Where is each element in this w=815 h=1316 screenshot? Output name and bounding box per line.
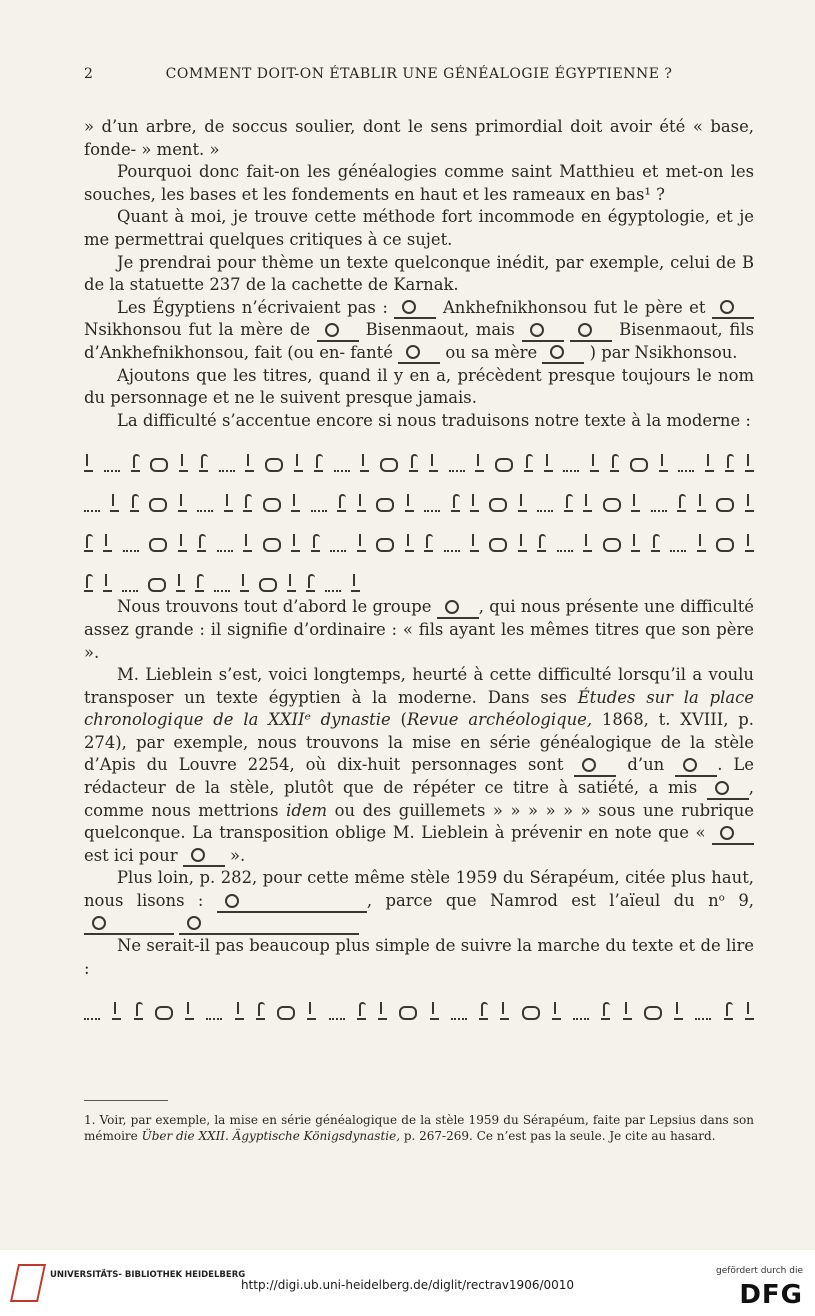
hieroglyph-icon — [263, 498, 281, 512]
hieroglyph-icon — [651, 502, 667, 512]
hieroglyph-icon — [376, 538, 394, 552]
hieroglyph-icon — [294, 452, 303, 472]
hieroglyph-icon — [214, 582, 230, 592]
hieroglyph-group-icon — [183, 845, 225, 867]
hieroglyph-icon — [155, 1006, 173, 1020]
hieroglyph-icon — [380, 458, 398, 472]
italic-title: Revue archéologique, — [406, 710, 593, 730]
hieroglyphic-text-block — [84, 436, 754, 592]
hieroglyph-icon — [409, 452, 418, 472]
hieroglyph-group-icon — [84, 913, 174, 935]
hieroglyph-icon — [325, 582, 341, 592]
paragraph: Ajoutons que les titres, quand il y en a, précèdent presque toujours le nom du personnage et ne le suivent presque jamais. — [84, 365, 754, 408]
text-run: 1868, t. XVIII, p. 274), par exemple, nous trouvons la mise en série généalogique de la stèle d’Apis du Louvre 2254, où dix-huit personnages sont — [84, 710, 754, 775]
hieroglyph-icon — [651, 532, 660, 552]
hieroglyph-icon — [495, 458, 513, 472]
hieroglyph-icon — [678, 462, 694, 472]
hieroglyph-icon — [314, 452, 323, 472]
hieroglyph-icon — [84, 1010, 100, 1020]
hieroglyph-icon — [357, 492, 366, 512]
hieroglyph-icon — [256, 1000, 265, 1020]
text-run: ( — [400, 710, 407, 730]
hieroglyph-icon — [563, 462, 579, 472]
dfg-logo: DFG — [739, 1280, 803, 1310]
text-run: . Le rédacteur de la stèle, plutôt que de répéter ce titre à satiété, a mis — [84, 755, 754, 798]
hieroglyph-icon — [537, 502, 553, 512]
hieroglyph-group-icon — [217, 891, 367, 913]
italic-title: Études sur la place chronologique de la XXIIᵉ dynastie — [84, 687, 754, 730]
hieroglyph-icon — [176, 572, 185, 592]
text-run: ou des guillemets » » » » » » sous une rubrique quelconque. La transposition oblige M. Lieblein à prévenir en note que « — [84, 800, 755, 843]
paragraph — [84, 664, 754, 867]
hieroglyph-group-icon — [570, 320, 612, 342]
hieroglyph-icon — [716, 538, 734, 552]
hieroglyph-group-icon — [522, 320, 564, 342]
hieroglyph-icon — [311, 502, 327, 512]
hieroglyph-icon — [197, 532, 206, 552]
hieroglyph-icon — [337, 492, 346, 512]
hieroglyph-icon — [306, 572, 315, 592]
hieroglyph-icon — [123, 542, 139, 552]
hieroglyph-icon — [659, 452, 668, 472]
hieroglyph-line — [84, 984, 754, 1020]
hieroglyph-icon — [235, 1000, 244, 1020]
hieroglyph-icon — [84, 572, 93, 592]
hieroglyph-icon — [610, 452, 619, 472]
hieroglyph-icon — [518, 492, 527, 512]
source-link[interactable]: http://digi.ub.uni-heidelberg.de/diglit/rectrav1906/0010 — [240, 1278, 575, 1292]
hieroglyph-icon — [537, 532, 546, 552]
hieroglyph-icon — [148, 578, 166, 592]
hieroglyph-icon — [725, 452, 734, 472]
hieroglyph-icon — [110, 492, 119, 512]
footnote — [84, 1112, 754, 1144]
hieroglyph-icon — [399, 1006, 417, 1020]
footnote-text: p. 267-269. Ce n’est pas la seule. Je cite au hasard. — [403, 1129, 716, 1143]
paragraph — [84, 297, 754, 365]
hieroglyph-icon — [199, 452, 208, 472]
hieroglyph-icon — [601, 1000, 610, 1020]
hieroglyph-icon — [265, 458, 283, 472]
hieroglyph-icon — [705, 452, 714, 472]
paragraph: Quant à moi, je trouve cette méthode fort incommode en égyptologie, et je me permettrai quelques critiques à ce sujet. — [84, 207, 754, 249]
hieroglyph-icon — [405, 532, 414, 552]
running-title: COMMENT DOIT-ON ÉTABLIR UNE GÉNÉALOGIE ÉGYPTIENNE ? — [165, 66, 673, 82]
footnote-text: 1. Voir, par exemple, la mise en série généalogique de la stèle 1959 du Sérapéum, faite par Lepsius dans son mémoire — [84, 1113, 754, 1143]
hieroglyph-icon — [378, 1000, 387, 1020]
hieroglyph-group-icon — [394, 297, 436, 319]
hieroglyph-icon — [112, 1000, 121, 1020]
hieroglyph-icon — [103, 532, 112, 552]
hieroglyph-icon — [697, 532, 706, 552]
hieroglyph-group-icon — [398, 342, 440, 364]
paragraph: Je prendrai pour thème un texte quelconque inédit, par exemple, celui de B de la statuette 237 de la cachette de Karnak. — [84, 252, 754, 295]
paragraph: Ne serait-il pas beaucoup plus simple de suivre la marche du texte et de lire : — [84, 936, 754, 978]
hieroglyph-icon — [178, 532, 187, 552]
funding-label: gefördert durch die — [716, 1266, 803, 1276]
hieroglyph-icon — [243, 532, 252, 552]
hieroglyph-icon — [677, 492, 686, 512]
paragraph — [84, 867, 754, 935]
hieroglyph-icon — [524, 452, 533, 472]
hieroglyph-icon — [224, 492, 233, 512]
text-run: Les Égyptiens n’écrivaient pas : — [117, 297, 388, 317]
hieroglyph-icon — [603, 498, 621, 512]
hieroglyph-icon — [291, 532, 300, 552]
hieroglyph-icon — [716, 498, 734, 512]
text-run: fanté — [350, 342, 393, 362]
hieroglyph-icon — [449, 462, 465, 472]
hieroglyph-icon — [245, 452, 254, 472]
hieroglyph-icon — [104, 462, 120, 472]
hieroglyph-group-icon — [437, 597, 479, 619]
italic-word: idem — [286, 800, 328, 820]
hieroglyph-icon — [195, 572, 204, 592]
hieroglyph-icon — [122, 582, 138, 592]
hieroglyph-icon — [291, 492, 300, 512]
hieroglyph-icon — [84, 452, 93, 472]
text-run: ou sa mère — [445, 342, 538, 362]
text-run: Bisenmaout, mais — [365, 320, 515, 340]
hieroglyph-group-icon — [574, 755, 616, 777]
paragraph: » d’un arbre, de soccus soulier, dont le sens primordial doit avoir été « base, fonde- » ment. » — [84, 117, 754, 159]
hieroglyph-icon — [644, 1006, 662, 1020]
hieroglyph-icon — [451, 1010, 467, 1020]
hieroglyph-icon — [552, 1000, 561, 1020]
hieroglyph-icon — [430, 1000, 439, 1020]
hieroglyph-icon — [84, 502, 100, 512]
hieroglyph-icon — [475, 452, 484, 472]
hieroglyph-icon — [583, 532, 592, 552]
hieroglyph-icon — [429, 452, 438, 472]
hieroglyph-icon — [670, 542, 686, 552]
hieroglyph-icon — [150, 458, 168, 472]
footnote-italic: Über die XXII. Ägyptische Königsdynastie, — [141, 1129, 401, 1143]
hieroglyph-icon — [564, 492, 573, 512]
text-run: Nsikhonsou fut la mère de — [84, 320, 311, 340]
hieroglyph-icon — [603, 538, 621, 552]
hieroglyph-icon — [149, 498, 167, 512]
hieroglyph-icon — [745, 452, 754, 472]
text-run: ». — [229, 845, 246, 865]
hieroglyph-icon — [351, 572, 360, 592]
hieroglyph-icon — [131, 452, 140, 472]
hieroglyph-icon — [674, 1000, 683, 1020]
hieroglyph-icon — [590, 452, 599, 472]
hieroglyph-icon — [329, 1010, 345, 1020]
text-run: est ici pour — [84, 845, 178, 865]
hieroglyph-line — [84, 516, 754, 552]
hieroglyph-group-icon — [542, 342, 584, 364]
hieroglyph-icon — [178, 492, 187, 512]
hieroglyph-icon — [185, 1000, 194, 1020]
hieroglyph-line — [84, 556, 754, 592]
hieroglyph-icon — [287, 572, 296, 592]
hieroglyph-icon — [631, 492, 640, 512]
text-run: d’un — [627, 755, 665, 775]
hieroglyph-icon — [334, 462, 350, 472]
hieroglyph-icon — [134, 1000, 143, 1020]
text-run: , parce que Namrod est l’aïeul du nᵒ 9, — [366, 891, 754, 911]
hieroglyph-icon — [697, 492, 706, 512]
hieroglyph-icon — [745, 532, 754, 552]
hieroglyph-icon — [489, 498, 507, 512]
hieroglyph-icon — [405, 492, 414, 512]
hieroglyph-icon — [557, 542, 573, 552]
paragraph: Pourquoi donc fait-on les généalogies comme saint Matthieu et met-on les souches, les bases et les fondements en haut et les rameaux en bas¹ ? — [84, 162, 754, 204]
hieroglyph-line — [84, 476, 754, 512]
institution-label: UNIVERSITÄTS- BIBLIOTHEK HEIDELBERG — [50, 1270, 246, 1280]
text-run: Plus loin, p. 282, pour cette même stèle 1959 du Sérapéum, citée plus haut, nous lisons : — [84, 868, 754, 911]
hieroglyph-icon — [217, 542, 233, 552]
paragraph — [84, 596, 754, 664]
hieroglyph-icon — [311, 532, 320, 552]
hieroglyph-icon — [583, 492, 592, 512]
hieroglyph-icon — [149, 538, 167, 552]
hieroglyph-group-icon — [712, 297, 754, 319]
hieroglyph-icon — [518, 532, 527, 552]
page-number: 2 — [84, 66, 94, 82]
hieroglyph-group-icon — [179, 913, 359, 935]
hieroglyph-icon — [240, 572, 249, 592]
hieroglyph-icon — [330, 542, 346, 552]
hieroglyph-icon — [103, 572, 112, 592]
hieroglyph-icon — [500, 1000, 509, 1020]
hieroglyph-icon — [424, 502, 440, 512]
hieroglyph-icon — [444, 542, 460, 552]
hieroglyph-icon — [357, 1000, 366, 1020]
hieroglyph-icon — [357, 532, 366, 552]
hieroglyph-group-icon — [707, 778, 749, 800]
hieroglyph-icon — [630, 458, 648, 472]
hieroglyph-icon — [489, 538, 507, 552]
hieroglyph-line — [84, 436, 754, 472]
hieroglyph-icon — [479, 1000, 488, 1020]
hieroglyph-icon — [544, 452, 553, 472]
hieroglyph-icon — [84, 532, 93, 552]
hieroglyph-icon — [631, 532, 640, 552]
hieroglyph-icon — [451, 492, 460, 512]
hieroglyph-icon — [376, 498, 394, 512]
hieroglyph-icon — [724, 1000, 733, 1020]
footnote-separator — [84, 1100, 168, 1101]
hieroglyph-icon — [424, 532, 433, 552]
hieroglyph-icon — [745, 1000, 754, 1020]
paragraph: La difficulté s’accentue encore si nous traduisons notre texte à la moderne : — [117, 410, 751, 430]
hieroglyph-icon — [259, 578, 277, 592]
hieroglyph-icon — [243, 492, 252, 512]
body-text — [84, 116, 754, 1024]
hieroglyph-icon — [745, 492, 754, 512]
text-run: M. Lieblein s’est, voici longtemps, heurté à cette difficulté lorsqu’il a voulu transposer un texte égyptien à la moderne. Dans ses — [84, 665, 754, 707]
hieroglyph-icon — [695, 1010, 711, 1020]
text-run: ) par Nsikhonsou. — [589, 342, 738, 362]
text-run: , comme nous mettrions — [84, 778, 754, 820]
hieroglyph-icon — [470, 492, 479, 512]
hieroglyph-icon — [360, 452, 369, 472]
hieroglyph-icon — [197, 502, 213, 512]
hieroglyph-icon — [307, 1000, 316, 1020]
hieroglyph-group-icon — [675, 755, 717, 777]
hieroglyph-icon — [623, 1000, 632, 1020]
hieroglyph-icon — [219, 462, 235, 472]
hieroglyph-icon — [470, 532, 479, 552]
hieroglyph-icon — [179, 452, 188, 472]
hieroglyph-icon — [206, 1010, 222, 1020]
hieroglyph-icon — [263, 538, 281, 552]
hieroglyph-group-icon — [317, 320, 359, 342]
hieroglyph-icon — [573, 1010, 589, 1020]
hieroglyph-icon — [522, 1006, 540, 1020]
text-run: Nous trouvons tout d’abord le groupe — [117, 597, 432, 617]
hieroglyph-group-icon — [712, 823, 754, 845]
text-run: Bisenmaout, fils d’Ankhefnikhonsou, fait (ou en- — [84, 320, 755, 362]
hieroglyph-icon — [130, 492, 139, 512]
text-run: , qui nous présente une difficulté assez grande : il signifie d’ordinaire : « fils ayant les mêmes titres que son père ». — [84, 597, 754, 662]
hieroglyph-icon — [277, 1006, 295, 1020]
text-run: Ankhefnikhonsou fut le père et — [442, 297, 706, 317]
